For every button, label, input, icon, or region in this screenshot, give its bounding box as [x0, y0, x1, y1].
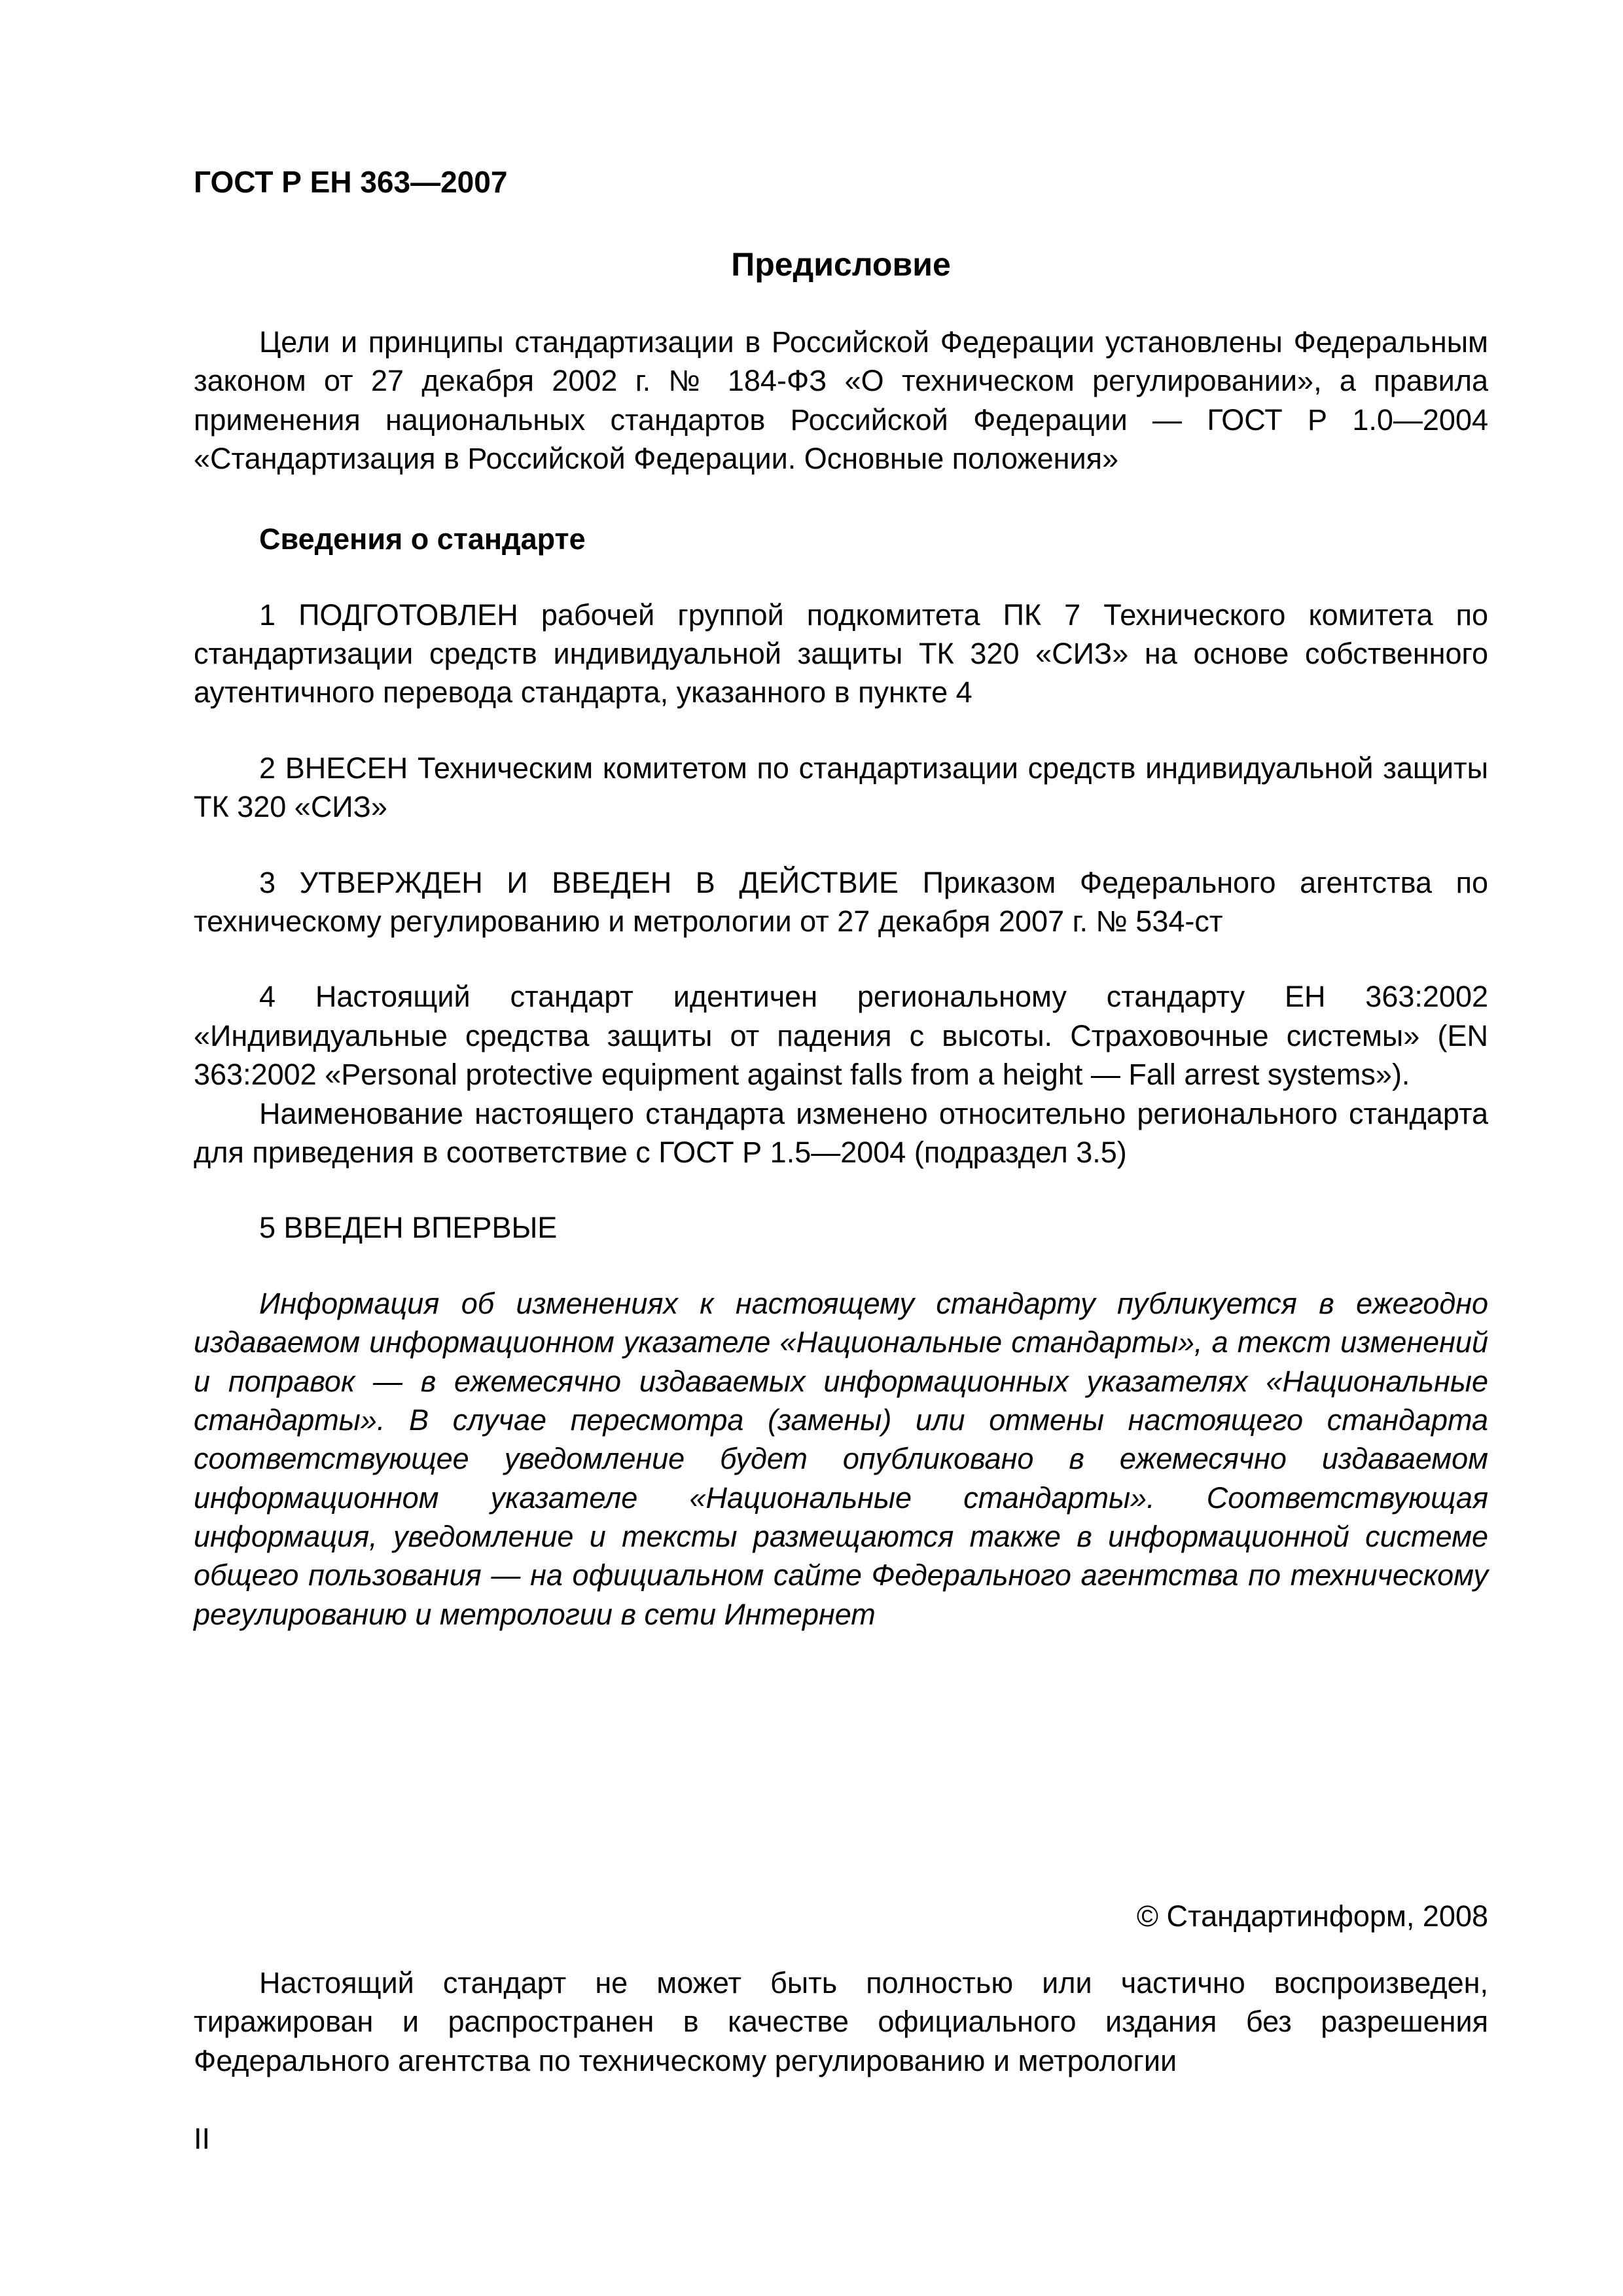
document-number: ГОСТ Р ЕН 363—2007 [194, 165, 508, 199]
page-number: II [194, 2122, 211, 2155]
standard-info-heading: Сведения о стандарте [259, 522, 586, 556]
standard-info-item-4-continuation: Наименование настоящего стандарта изменено относительно регионального стандарта для приведения в соответствие с ГОСТ Р 1.5—2004 (подраздел 3.5) [194, 1096, 1488, 1169]
standard-info-item-4 [194, 977, 1488, 1172]
page-title: Предисловие [731, 245, 951, 283]
standard-info-item-4-main: 4 Настоящий стандарт идентичен региональному стандарту ЕН 363:2002 «Индивидуальные средства защиты от падения с высоты. Страховочные системы» (EN 363:2002 «Personal protective equipment against falls from a height — Fall arrest systems»). [194, 980, 1488, 1092]
standard-info-item-5: 5 ВВЕДЕН ВПЕРВЫЕ [259, 1211, 558, 1245]
standard-info-item-3: 3 УТВЕРЖДЕН И ВВЕДЕН В ДЕЙСТВИЕ Приказом Федерального агентства по техническому регулированию и метрологии от 27 декабря 2007 г. № 534-ст [194, 865, 1488, 939]
copyright-notice: © Стандартинформ, 2008 [1136, 1899, 1488, 1933]
standard-info-item-1: 1 ПОДГОТОВЛЕН рабочей группой подкомитета ПК 7 Технического комитета по стандартизации средств индивидуальной защиты ТК 320 «СИЗ» на основе собственного аутентичного перевода стандарта, указанного в пункте 4 [194, 598, 1488, 709]
amendment-note: Информация об изменениях к настоящему стандарту публикуется в ежегодно издаваемом информационном указателе «Национальные стандарты», а текст изменений и поправок — в ежемесячно издаваемых информационных указателях «Национальные стандарты». В случае пересмотра (замены) или отмены настоящего стандарта соответствующее уведомление будет опубликовано в ежемесячно издаваемом информационном указателе «Национальные стандарты». Соответствующая информация, уведомление и тексты размещаются также в информационной системе общего пользования — на официальном сайте Федерального агентства по техническому регулированию и метрологии в сети Интернет [194, 1286, 1488, 1631]
standard-info-item-2: 2 ВНЕСЕН Техническим комитетом по стандартизации средств индивидуальной защиты ТК 320 «СИЗ» [194, 751, 1488, 824]
reproduction-notice: Настоящий стандарт не может быть полностью или частично воспроизведен, тиражирован и распространен в качестве официального издания без разрешения Федерального агентства по техническому регулированию и метрологии [194, 1966, 1488, 2077]
intro-paragraph: Цели и принципы стандартизации в Российской Федерации установлены Федеральным законом от 27 декабря 2002 г. № 184-ФЗ «О техническом регулировании», а правила применения национальных стандартов Российской Федерации — ГОСТ Р 1.0—2004 «Стандартизация в Российской Федерации. Основные положения» [194, 325, 1488, 475]
